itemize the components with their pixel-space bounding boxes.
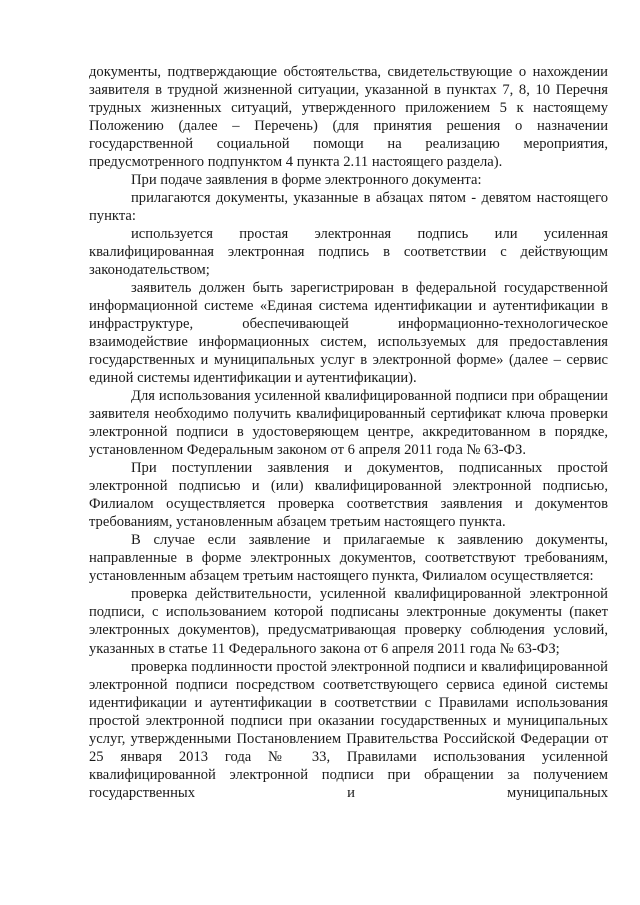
paragraph-validity-check: проверка действительности, усиленной квалифицированной электронной подписи, с использованием которой подписаны электронные документы (пакет электронных документов), предусматривающая проверку соблюдения условий, указанных в статье 11 Федерального закона от 6 апреля 2011 года № 63-ФЗ; bbox=[89, 586, 608, 657]
paragraph-compliance-check: При поступлении заявления и документов, подписанных простой электронной подписью и (или) квалифицированной электронной подписью, Филиалом осуществляется проверка соответствия заявления и документов требованиям, установленным абзацем третьим настоящего пункта. bbox=[89, 460, 608, 531]
paragraph-qualified-certificate: Для использования усиленной квалифицированной подписи при обращении заявителя необходимо получить квалифицированный сертификат ключа проверки электронной подписи в удостоверяющем центре, аккредитованном в порядке, установленном Федеральным законом от 6 апреля 2011 года № 63-ФЗ. bbox=[89, 388, 608, 459]
paragraph-branch-actions: В случае если заявление и прилагаемые к заявлению документы, направленные в форме электронных документов, соответствуют требованиям, установленным абзацем третьим настоящего пункта, Филиалом осуществляется: bbox=[89, 532, 608, 585]
paragraph-authenticity-check: проверка подлинности простой электронной подписи и квалифицированной электронной подписи посредством соответствующего сервиса единой системы идентификации и аутентификации в соответствии с Правилами использования простой электронной подписи при оказании государственных и муниципальных услуг, утвержденными Постановлением Правительства Российской Федерации от 25 января 2013 года № 33, Правилами использования усиленной квалифицированной электронной подписи при обращении за получением государственных и муниципальных bbox=[89, 658, 608, 801]
paragraph-supporting-documents: документы, подтверждающие обстоятельства, свидетельствующие о нахождении заявителя в трудной жизненной ситуации, указанной в пунктах 7, 8, 10 Перечня трудных жизненных ситуаций, утвержденного приложением 5 к настоящему Положению (далее – Перечень) (для принятия решения о назначении государственной социальной помощи на реализацию мероприятия, предусмотренного подпунктом 4 пункта 2.11 настоящего раздела). bbox=[89, 64, 608, 171]
paragraph-attached-documents: прилагаются документы, указанные в абзацах пятом - девятом настоящего пункта: bbox=[89, 190, 608, 225]
paragraph-esia-registration: заявитель должен быть зарегистрирован в федеральной государственной информационной системе «Единая система идентификации и аутентификации в инфраструктуре, обеспечивающей информационно-технологическое взаимодействие информационных систем, используемых для предоставления государственных и муниципальных услуг в электронной форме» (далее – сервис единой системы идентификации и аутентификации). bbox=[89, 280, 608, 387]
paragraph-signature-type: используется простая электронная подпись или усиленная квалифицированная электронная подпись в соответствии с действующим законодательством; bbox=[89, 226, 608, 279]
paragraph-electronic-submission: При подаче заявления в форме электронного документа: bbox=[131, 172, 482, 189]
